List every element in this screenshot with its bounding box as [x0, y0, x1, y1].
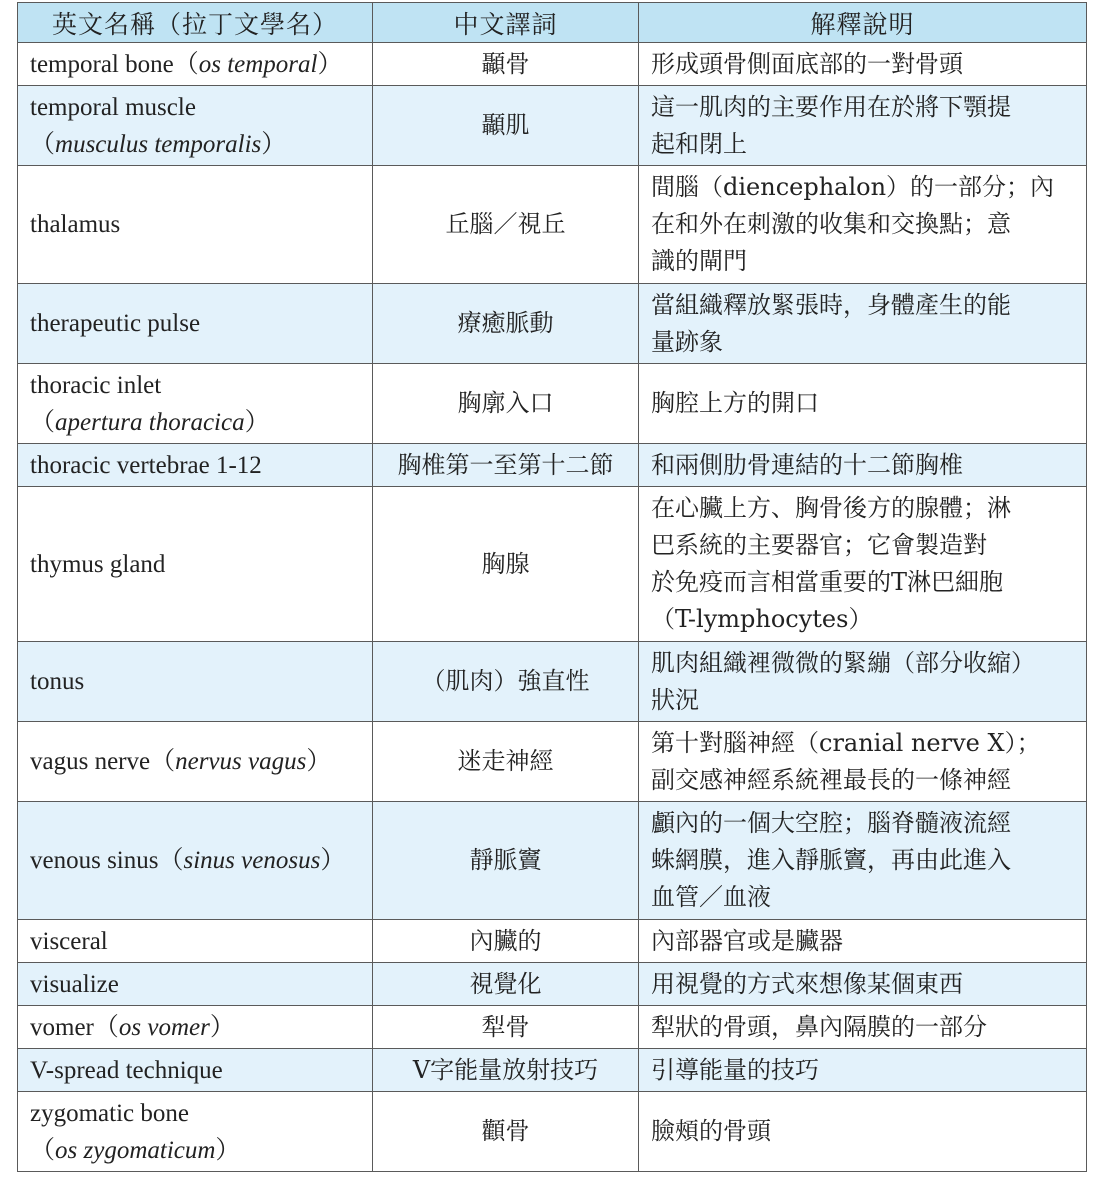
description-line: 臉頰的骨頭 — [651, 1117, 771, 1145]
table-row — [18, 642, 1087, 722]
latin-name: （musculus temporalis） — [30, 130, 287, 158]
cell-description — [639, 284, 1087, 364]
cell-chinese-term: 迷走神經 — [373, 722, 639, 802]
description-line: 狀況 — [651, 685, 699, 714]
english-term: visualize — [30, 970, 119, 998]
english-term: thymus gland — [30, 550, 166, 578]
latin-name: （sinus venosus） — [158, 847, 346, 874]
cell-english-term — [18, 284, 373, 364]
cell-english-term — [18, 963, 373, 1006]
description-line: 副交感神經系統裡最長的一條神經 — [651, 765, 1011, 794]
cell-description — [639, 444, 1087, 487]
cell-description — [639, 364, 1087, 444]
latin-term: os temporal — [198, 50, 318, 78]
english-term: thoracic vertebrae 1-12 — [30, 451, 262, 479]
description-line: 顱內的一個大空腔；腦脊髓液流經 — [651, 809, 1011, 837]
english-term: temporal bone — [30, 50, 174, 78]
description-line: 引導能量的技巧 — [651, 1055, 819, 1084]
cell-chinese-term: 顴骨 — [373, 1092, 639, 1172]
cell-chinese-term: 胸椎第一至第十二節 — [373, 444, 639, 487]
description-line: 和兩側肋骨連結的十二節胸椎 — [651, 450, 963, 479]
header-description: 解釋說明 — [639, 3, 1087, 43]
english-term: thalamus — [30, 211, 121, 238]
table-row — [18, 444, 1087, 487]
cell-english-term — [18, 444, 373, 487]
description-line: 量跡象 — [651, 327, 723, 356]
english-term: zygomatic bone — [30, 1099, 189, 1127]
table-row — [18, 1049, 1087, 1092]
description-line: 用視覺的方式來想像某個東西 — [651, 969, 963, 998]
header-row — [18, 3, 1087, 43]
latin-name: （apertura thoracica） — [30, 408, 270, 436]
description-line: 犁狀的骨頭，鼻內隔膜的一部分 — [651, 1012, 987, 1041]
cell-description — [639, 722, 1087, 802]
cell-description — [639, 1049, 1087, 1092]
table-row — [18, 920, 1087, 963]
description-line: 在心臟上方、胸骨後方的腺體；淋 — [651, 494, 1011, 522]
table-row — [18, 802, 1087, 920]
table-row — [18, 43, 1087, 86]
english-term: vagus nerve — [30, 748, 151, 775]
description-line: 形成頭骨側面底部的一對骨頭 — [651, 49, 963, 78]
glossary-sheet — [17, 2, 1086, 1172]
latin-term: nervus vagus — [175, 748, 307, 775]
cell-description — [639, 43, 1087, 86]
cell-english-term — [18, 642, 373, 722]
cell-chinese-term: 犁骨 — [373, 1006, 639, 1049]
cell-chinese-term: 視覺化 — [373, 963, 639, 1006]
cell-chinese-term: 靜脈竇 — [373, 802, 639, 920]
latin-name: （nervus vagus） — [150, 748, 332, 775]
description-line: 這一肌肉的主要作用在於將下顎提 — [651, 92, 1011, 121]
latin-name: （os vomer） — [93, 1013, 235, 1041]
table-row — [18, 1092, 1087, 1172]
english-term: V-spread technique — [30, 1056, 223, 1084]
description-line: （T-lymphocytes） — [651, 605, 873, 633]
cell-chinese-term: 顳肌 — [373, 86, 639, 166]
cell-description — [639, 487, 1087, 642]
cell-english-term — [18, 43, 373, 86]
description-line: 血管／血液 — [651, 883, 771, 911]
cell-english-term — [18, 364, 373, 444]
latin-term: apertura thoracica — [55, 408, 245, 436]
description-line: 起和閉上 — [651, 129, 747, 158]
table-row — [18, 722, 1087, 802]
english-term: visceral — [30, 927, 108, 955]
latin-term: sinus venosus — [183, 847, 321, 874]
description-line: 肌肉組織裡微微的緊繃（部分收縮） — [651, 648, 1035, 677]
cell-chinese-term: 胸廓入口 — [373, 364, 639, 444]
description-line: 當組織釋放緊張時，身體產生的能 — [651, 290, 1011, 319]
description-line: 巴系統的主要器官；它會製造對 — [651, 531, 987, 559]
glossary-table — [17, 2, 1087, 1172]
table-row — [18, 364, 1087, 444]
cell-description — [639, 166, 1087, 284]
cell-chinese-term: （肌肉）強直性 — [373, 642, 639, 722]
cell-english-term — [18, 722, 373, 802]
english-term: thoracic inlet — [30, 371, 162, 399]
latin-name: （os temporal） — [173, 50, 343, 78]
table-row — [18, 284, 1087, 364]
cell-description — [639, 86, 1087, 166]
cell-chinese-term: V字能量放射技巧 — [373, 1049, 639, 1092]
description-line: 間腦（diencephalon）的一部分；內 — [651, 173, 1055, 201]
cell-english-term — [18, 920, 373, 963]
cell-chinese-term: 顳骨 — [373, 43, 639, 86]
description-line: 識的閘門 — [651, 247, 747, 275]
cell-description — [639, 963, 1087, 1006]
cell-description — [639, 1006, 1087, 1049]
english-term: therapeutic pulse — [30, 310, 201, 337]
latin-name: （os zygomaticum） — [30, 1136, 241, 1164]
header-chinese: 中文譯詞 — [373, 3, 639, 43]
header-english: 英文名稱（拉丁文學名） — [18, 3, 373, 43]
description-line: 胸腔上方的開口 — [651, 389, 819, 417]
cell-english-term — [18, 802, 373, 920]
table-row — [18, 86, 1087, 166]
cell-description — [639, 920, 1087, 963]
cell-english-term — [18, 1092, 373, 1172]
cell-chinese-term: 內臟的 — [373, 920, 639, 963]
description-line: 於免疫而言相當重要的T淋巴細胞 — [651, 568, 1004, 596]
table-row — [18, 487, 1087, 642]
latin-term: os zygomaticum — [55, 1136, 216, 1164]
english-term: temporal muscle — [30, 93, 196, 121]
cell-english-term — [18, 166, 373, 284]
cell-description — [639, 642, 1087, 722]
cell-chinese-term: 丘腦／視丘 — [373, 166, 639, 284]
latin-term: musculus temporalis — [55, 130, 262, 158]
description-line: 蛛網膜，進入靜脈竇，再由此進入 — [651, 846, 1011, 874]
english-term: venous sinus — [30, 847, 159, 874]
cell-english-term — [18, 1049, 373, 1092]
description-line: 內部器官或是臟器 — [651, 926, 843, 955]
english-term: vomer — [30, 1013, 94, 1041]
description-line: 在和外在刺激的收集和交換點；意 — [651, 210, 1011, 238]
latin-term: os vomer — [118, 1013, 210, 1041]
cell-english-term — [18, 1006, 373, 1049]
cell-chinese-term: 胸腺 — [373, 487, 639, 642]
cell-english-term — [18, 487, 373, 642]
cell-chinese-term: 療癒脈動 — [373, 284, 639, 364]
table-row — [18, 1006, 1087, 1049]
cell-description — [639, 1092, 1087, 1172]
cell-english-term — [18, 86, 373, 166]
table-row — [18, 166, 1087, 284]
cell-description — [639, 802, 1087, 920]
table-row — [18, 963, 1087, 1006]
english-term: tonus — [30, 668, 85, 695]
description-line: 第十對腦神經（cranial nerve X）； — [651, 728, 1041, 757]
